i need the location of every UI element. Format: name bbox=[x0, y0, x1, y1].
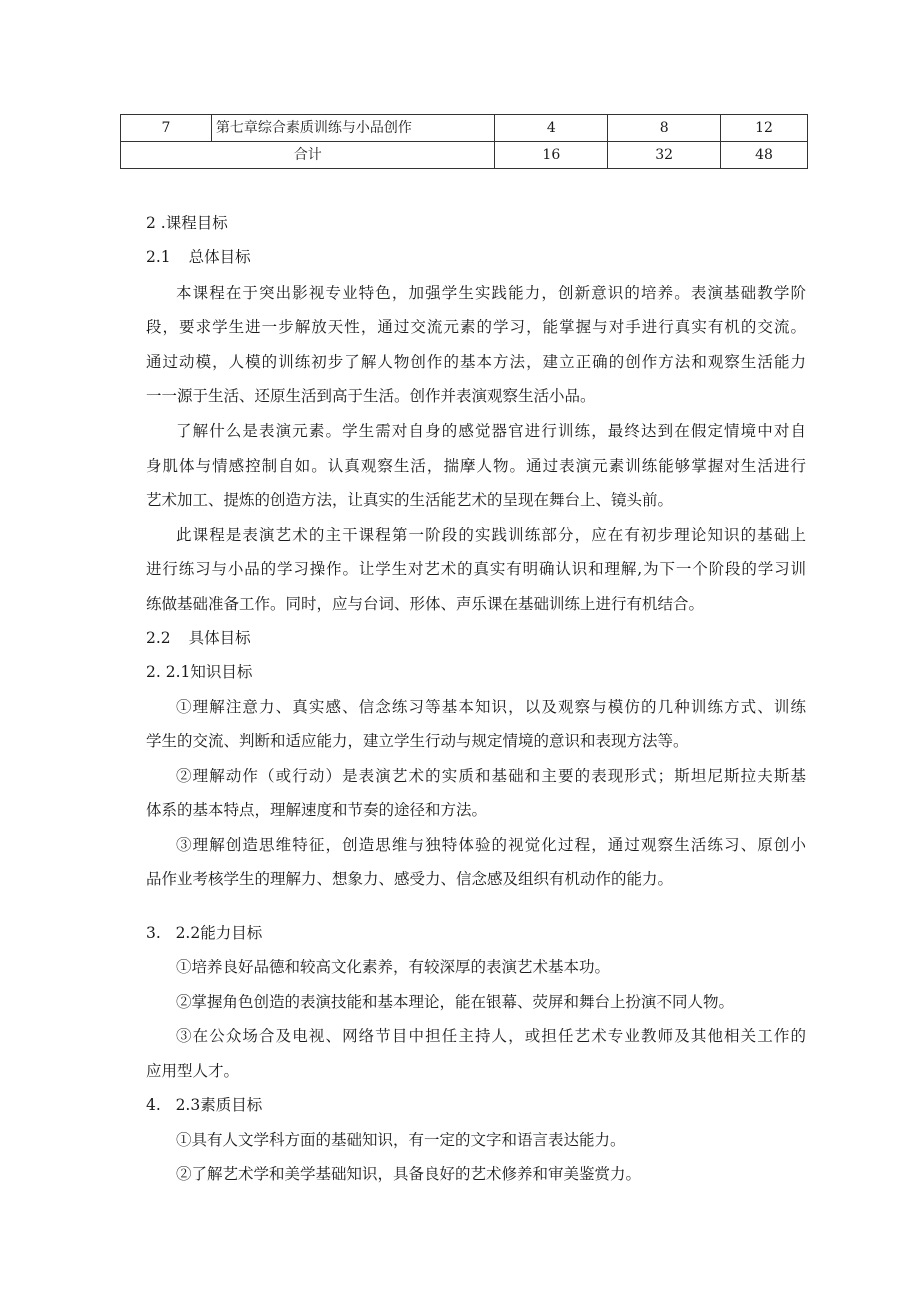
section-2-2-1-heading: 2. 2.1知识目标 bbox=[146, 663, 253, 681]
section-2-heading: 2 .课程目标 bbox=[146, 214, 228, 232]
chapter-name: 第七章综合素质训练与小品创作 bbox=[211, 115, 495, 142]
knowledge-item-3-line: 品作业考核学生的理解力、想象力、感受力、信念感及组织有机动作的能力。 bbox=[146, 870, 674, 888]
knowledge-item-1-line: 学生的交流、判断和适应能力，建立学生行动与规定情境的意识和表现方法等。 bbox=[146, 732, 689, 750]
paragraph-3-line: 此课程是表演艺术的主干课程第一阶段的实践训练部分，应在有初步理论知识的基础上 bbox=[176, 526, 806, 544]
paragraph-3-line: 练做基础准备工作。同时，应与台词、形体、声乐课在基础训练上进行有机结合。 bbox=[146, 595, 705, 613]
paragraph-3-line: 进行练习与小品的学习操作。让学生对艺术的真实有明确认识和理解,为下一个阶段的学习训 bbox=[146, 560, 806, 578]
ability-item-3-line: ③在公众场合及电视、网络节目中担任主持人，或担任艺术专业教师及其他相关工作的 bbox=[176, 1027, 806, 1045]
course-hours-table bbox=[120, 114, 808, 169]
quality-item-2: ②了解艺术学和美学基础知识，具备良好的艺术修养和审美鉴赏力。 bbox=[176, 1165, 642, 1183]
hours-a: 4 bbox=[495, 115, 608, 142]
ability-item-1: ①培养良好品德和较高文化素养，有较深厚的表演艺术基本功。 bbox=[176, 958, 611, 976]
section-2-2-3-heading: 4. 2.3素质目标 bbox=[146, 1096, 263, 1114]
paragraph-2-line: 身肌体与情感控制自如。认真观察生活，揣摩人物。通过表演元素训练能够掌握对生活进行 bbox=[146, 457, 806, 475]
knowledge-item-1-line: ①理解注意力、真实感、信念练习等基本知识，以及观察与模仿的几种训练方式、训练 bbox=[176, 698, 806, 716]
section-2-2-2-heading: 3. 2.2能力目标 bbox=[146, 924, 263, 942]
total-label: 合计 bbox=[121, 142, 495, 169]
total-b: 32 bbox=[608, 142, 721, 169]
section-2-1-heading: 2.1 总体目标 bbox=[146, 248, 251, 266]
paragraph-1-line: 一一源于生活、还原生活到高于生活。创作并表演观察生活小品。 bbox=[146, 387, 596, 405]
total-a: 16 bbox=[495, 142, 608, 169]
paragraph-2-line: 了解什么是表演元素。学生需对自身的感觉器官进行训练，最终达到在假定情境中对自 bbox=[176, 422, 806, 440]
hours-c: 12 bbox=[721, 115, 808, 142]
total-c: 48 bbox=[721, 142, 808, 169]
paragraph-2-line: 艺术加工、提炼的创造方法，让真实的生活能艺术的呈现在舞台上、镜头前。 bbox=[146, 491, 674, 509]
knowledge-item-2-line: 体系的基本特点，理解速度和节奏的途径和方法。 bbox=[146, 801, 488, 819]
paragraph-1-line: 本课程在于突出影视专业特色，加强学生实践能力，创新意识的培养。表演基础教学阶 bbox=[176, 284, 806, 302]
table-row-total bbox=[121, 142, 808, 169]
quality-item-1: ①具有人文学科方面的基础知识，有一定的文字和语言表达能力。 bbox=[176, 1131, 626, 1149]
ability-item-2: ②掌握角色创造的表演技能和基本理论，能在银幕、荧屏和舞台上扮演不同人物。 bbox=[176, 993, 735, 1011]
paragraph-1-line: 通过动模，人模的训练初步了解人物创作的基本方法，建立正确的创作方法和观察生活能力 bbox=[146, 353, 806, 371]
knowledge-item-2-line: ②理解动作（或行动）是表演艺术的实质和基础和主要的表现形式；斯坦尼斯拉夫斯基 bbox=[176, 767, 806, 785]
paragraph-1-line: 段，要求学生进一步解放天性，通过交流元素的学习，能掌握与对手进行真实有机的交流。 bbox=[146, 318, 806, 336]
hours-b: 8 bbox=[608, 115, 721, 142]
ability-item-3-line: 应用型人才。 bbox=[146, 1062, 240, 1080]
knowledge-item-3-line: ③理解创造思维特征，创造思维与独特体验的视觉化过程，通过观察生活练习、原创小 bbox=[176, 836, 806, 854]
row-number: 7 bbox=[121, 115, 212, 142]
section-2-2-heading: 2.2 具体目标 bbox=[146, 629, 251, 647]
table-row bbox=[121, 115, 808, 142]
